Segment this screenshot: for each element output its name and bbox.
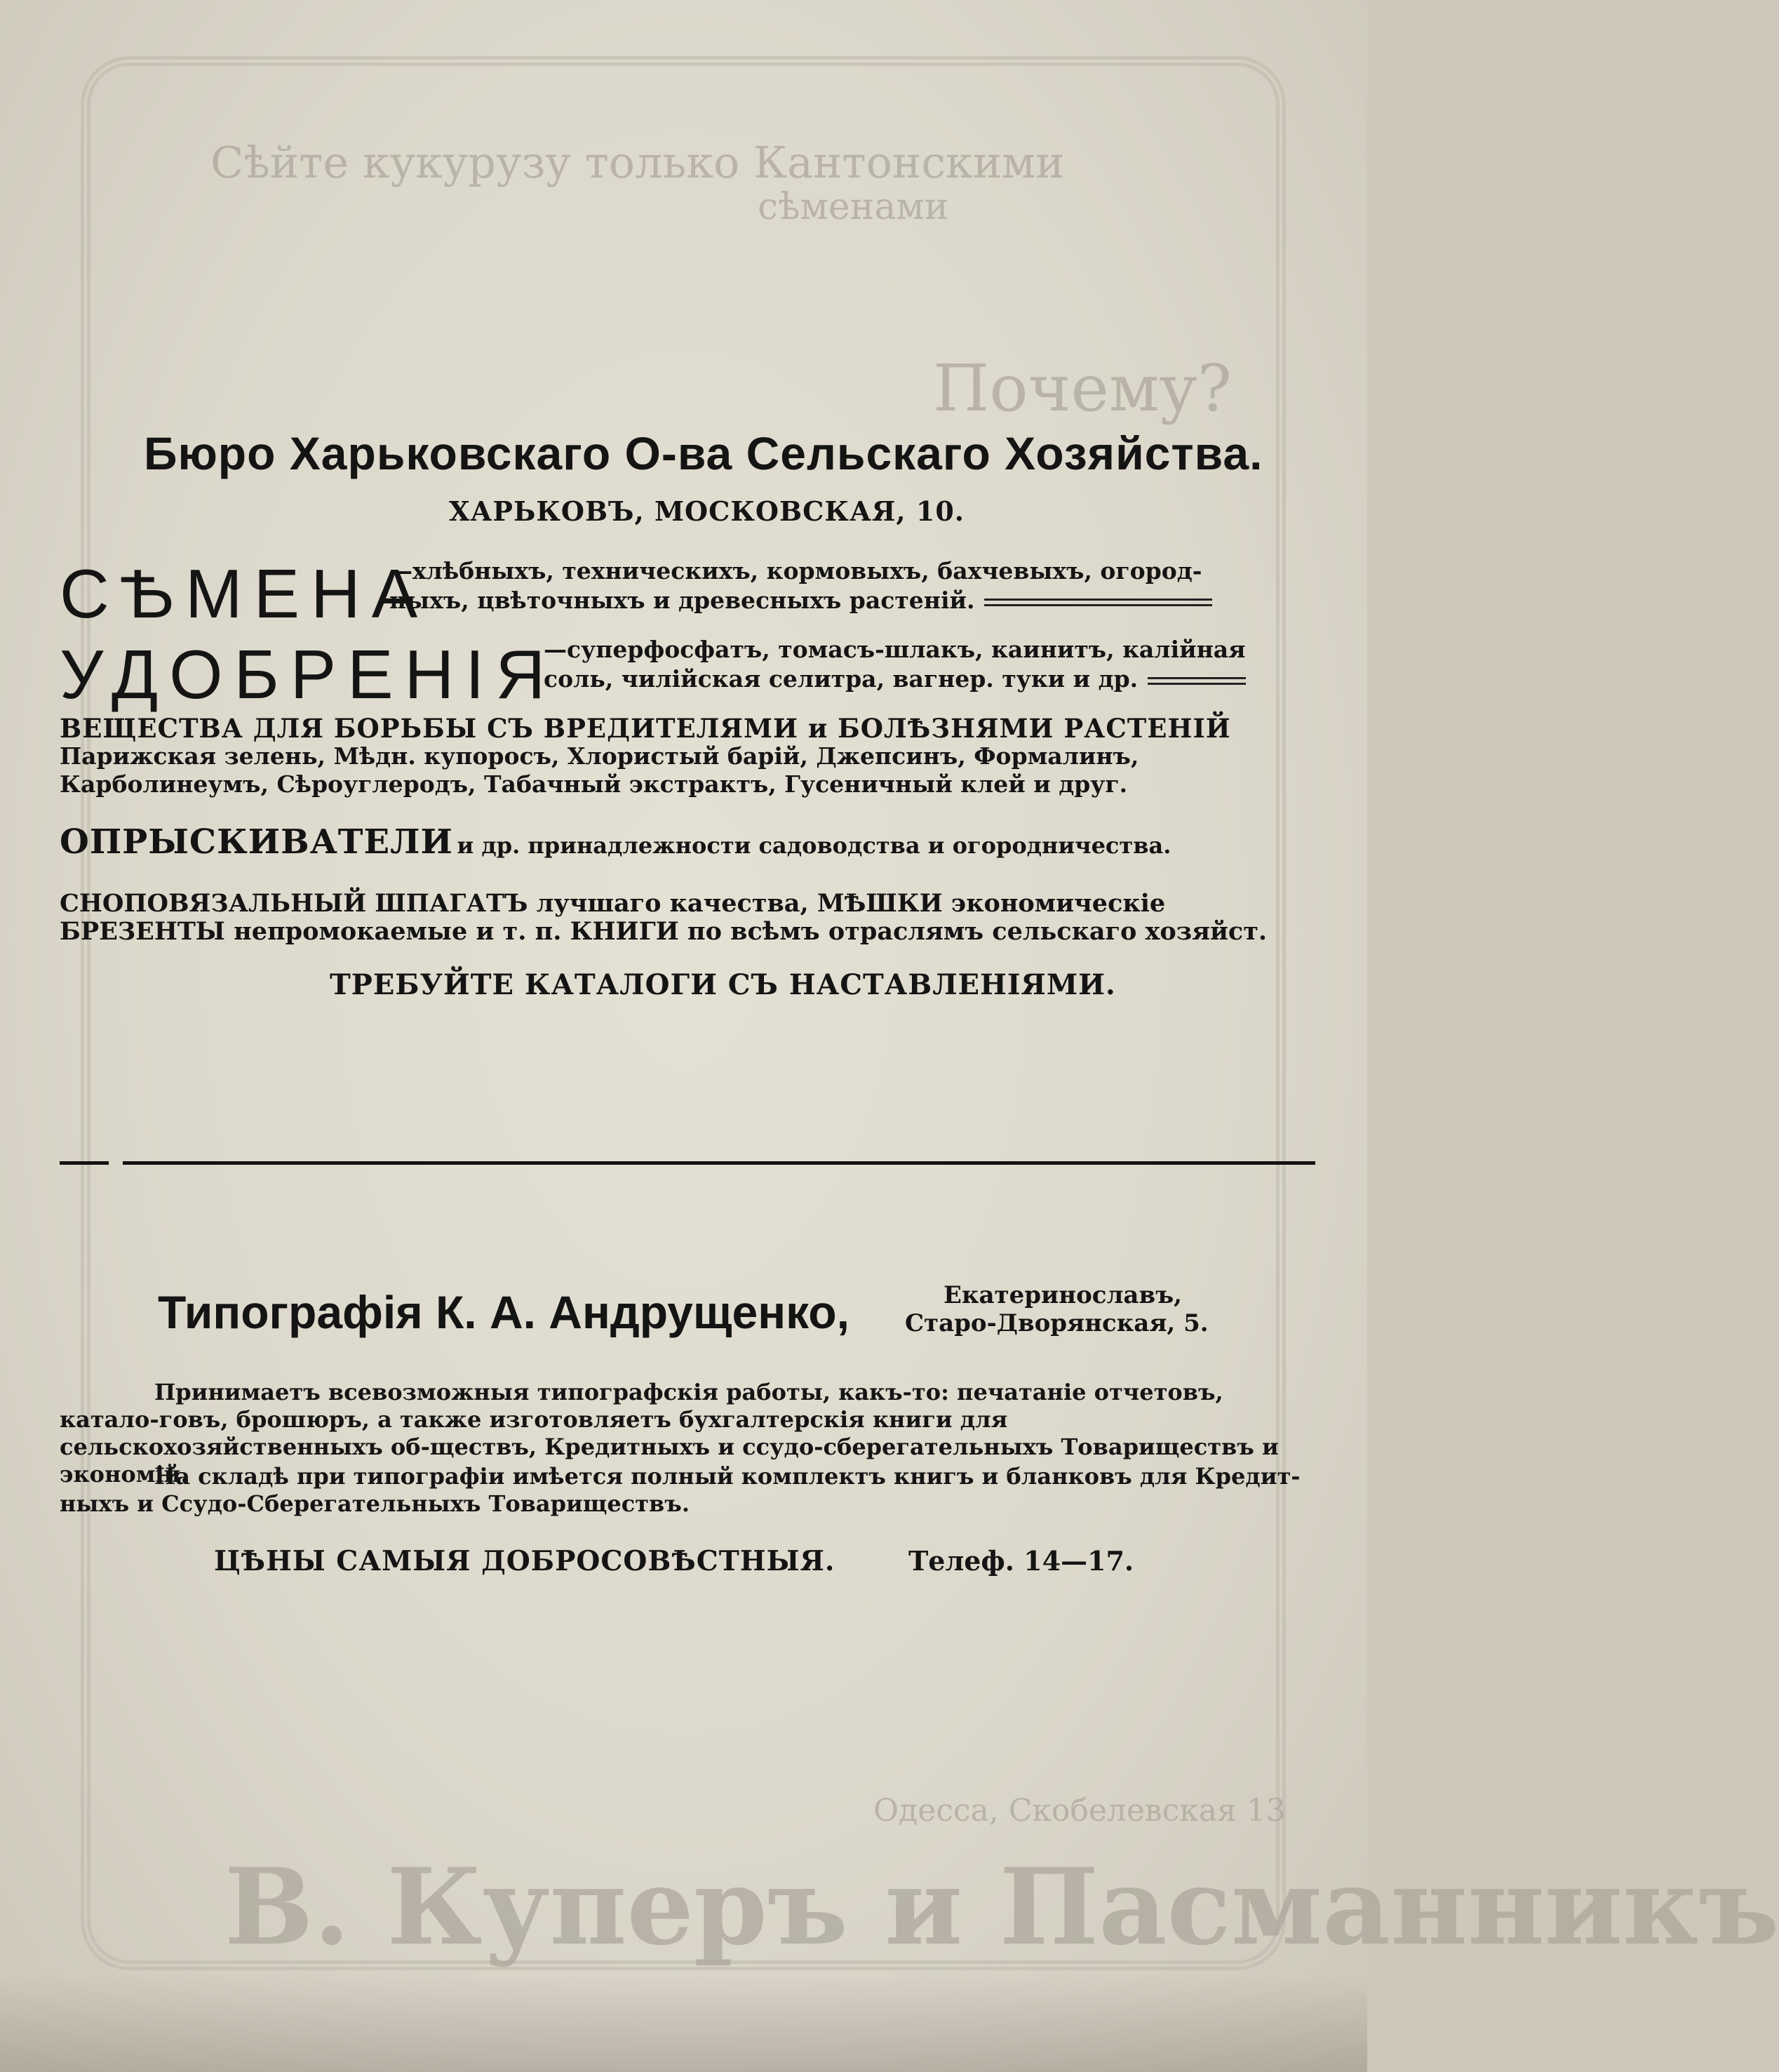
show-through-line-3: Почему? (933, 351, 1232, 426)
show-through-line-4: В. Куперъ и Пасманникъ (224, 1845, 1779, 1969)
seeds-heading: СѢМЕНА (60, 555, 429, 632)
seeds-description (389, 556, 1212, 615)
twine-line-2: БРЕЗЕНТЫ непромокаемые и т. п. КНИГИ по всѣмъ отраслямъ сельскаго хозяйст. (60, 917, 1268, 946)
printing-stock-paragraph: На складѣ при типографіи имѣется полный комплектъ книгъ и бланковъ для Кредит-ныхъ и Ссудо-Сберегательныхъ Товариществъ. (60, 1463, 1301, 1517)
sprayers-line (60, 822, 1171, 862)
show-through-line-2: сѣменами (758, 186, 949, 228)
printing-services-paragraph: Принимаетъ всевозможныя типографскія работы, какъ-то: печатаніе отчетовъ, катало-говъ, брошюръ, а также изготовляетъ бухгалтерскія книги для сельскохозяйственныхъ об-ществъ, Кредитныхъ и ссудо-сберегательныхъ Товариществъ и экономій. (60, 1379, 1279, 1488)
fertilizers-line-2: соль, чилійская селитра, вагнер. туки и др. (544, 665, 1139, 693)
sprayers-word: ОПРЫСКИВАТЕЛИ (60, 822, 453, 862)
seeds-line-2: ныхъ, цвѣточныхъ и древесныхъ растеній. (389, 587, 975, 614)
double-rule (984, 599, 1212, 606)
prices-line: ЦѢНЫ САМЫЯ ДОБРОСОВѢСТНЫЯ. (214, 1545, 835, 1577)
pest-control-line-2: Карболинеумъ, Сѣроуглеродъ, Табачный экстрактъ, Гусеничный клей и друг. (60, 770, 1128, 798)
show-through-line-5: Одесса, Скобелевская 13 (873, 1793, 1286, 1829)
fertilizers-description (544, 635, 1246, 694)
fertilizers-heading: УДОБРЕНІЯ (60, 636, 557, 713)
printing-house-title: Типографія К. А. Андрущенко, (158, 1286, 850, 1338)
bureau-address: ХАРЬКОВЪ, МОСКОВСКАЯ, 10. (449, 495, 965, 527)
printing-house-city: Екатеринославъ, (944, 1281, 1182, 1309)
fertilizers-line-2-wrap (544, 664, 1246, 694)
pest-control-heading: ВЕЩЕСТВА ДЛЯ БОРЬБЫ СЪ ВРЕДИТЕЛЯМИ и БОЛѢЗНЯМИ РАСТЕНІЙ (60, 713, 1231, 744)
phone-number: Телеф. 14—17. (908, 1545, 1134, 1577)
divider-long (123, 1161, 1315, 1165)
fertilizers-line-1: —суперфосфатъ, томасъ-шлакъ, каинитъ, калійная (544, 636, 1246, 663)
double-rule (1148, 677, 1246, 685)
twine-line-1: СНОПОВЯЗАЛЬНЫЙ ШПАГАТЪ лучшаго качества, МѢШКИ экономическіе (60, 889, 1166, 918)
catalog-request: ТРЕБУЙТЕ КАТАЛОГИ СЪ НАСТАВЛЕНІЯМИ. (330, 968, 1116, 1001)
sprayers-rest: и др. принадлежности садоводства и огородничества. (457, 832, 1172, 859)
seeds-line-2-wrap (389, 586, 1212, 615)
pest-control-line-1: Парижская зелень, Мѣдн. купоросъ, Хлористый барій, Джепсинъ, Формалинъ, (60, 742, 1139, 770)
show-through-frame (81, 56, 1286, 1970)
seeds-line-1: —хлѣбныхъ, техническихъ, кормовыхъ, бахчевыхъ, огород- (389, 557, 1202, 584)
bureau-title: Бюро Харьковскаго О-ва Сельскаго Хозяйства. (144, 427, 1263, 479)
show-through-line-1: Сѣйте кукурузу только Кантонскими (210, 137, 1065, 188)
divider-short (60, 1161, 109, 1165)
printing-house-street: Старо-Дворянская, 5. (905, 1309, 1209, 1337)
